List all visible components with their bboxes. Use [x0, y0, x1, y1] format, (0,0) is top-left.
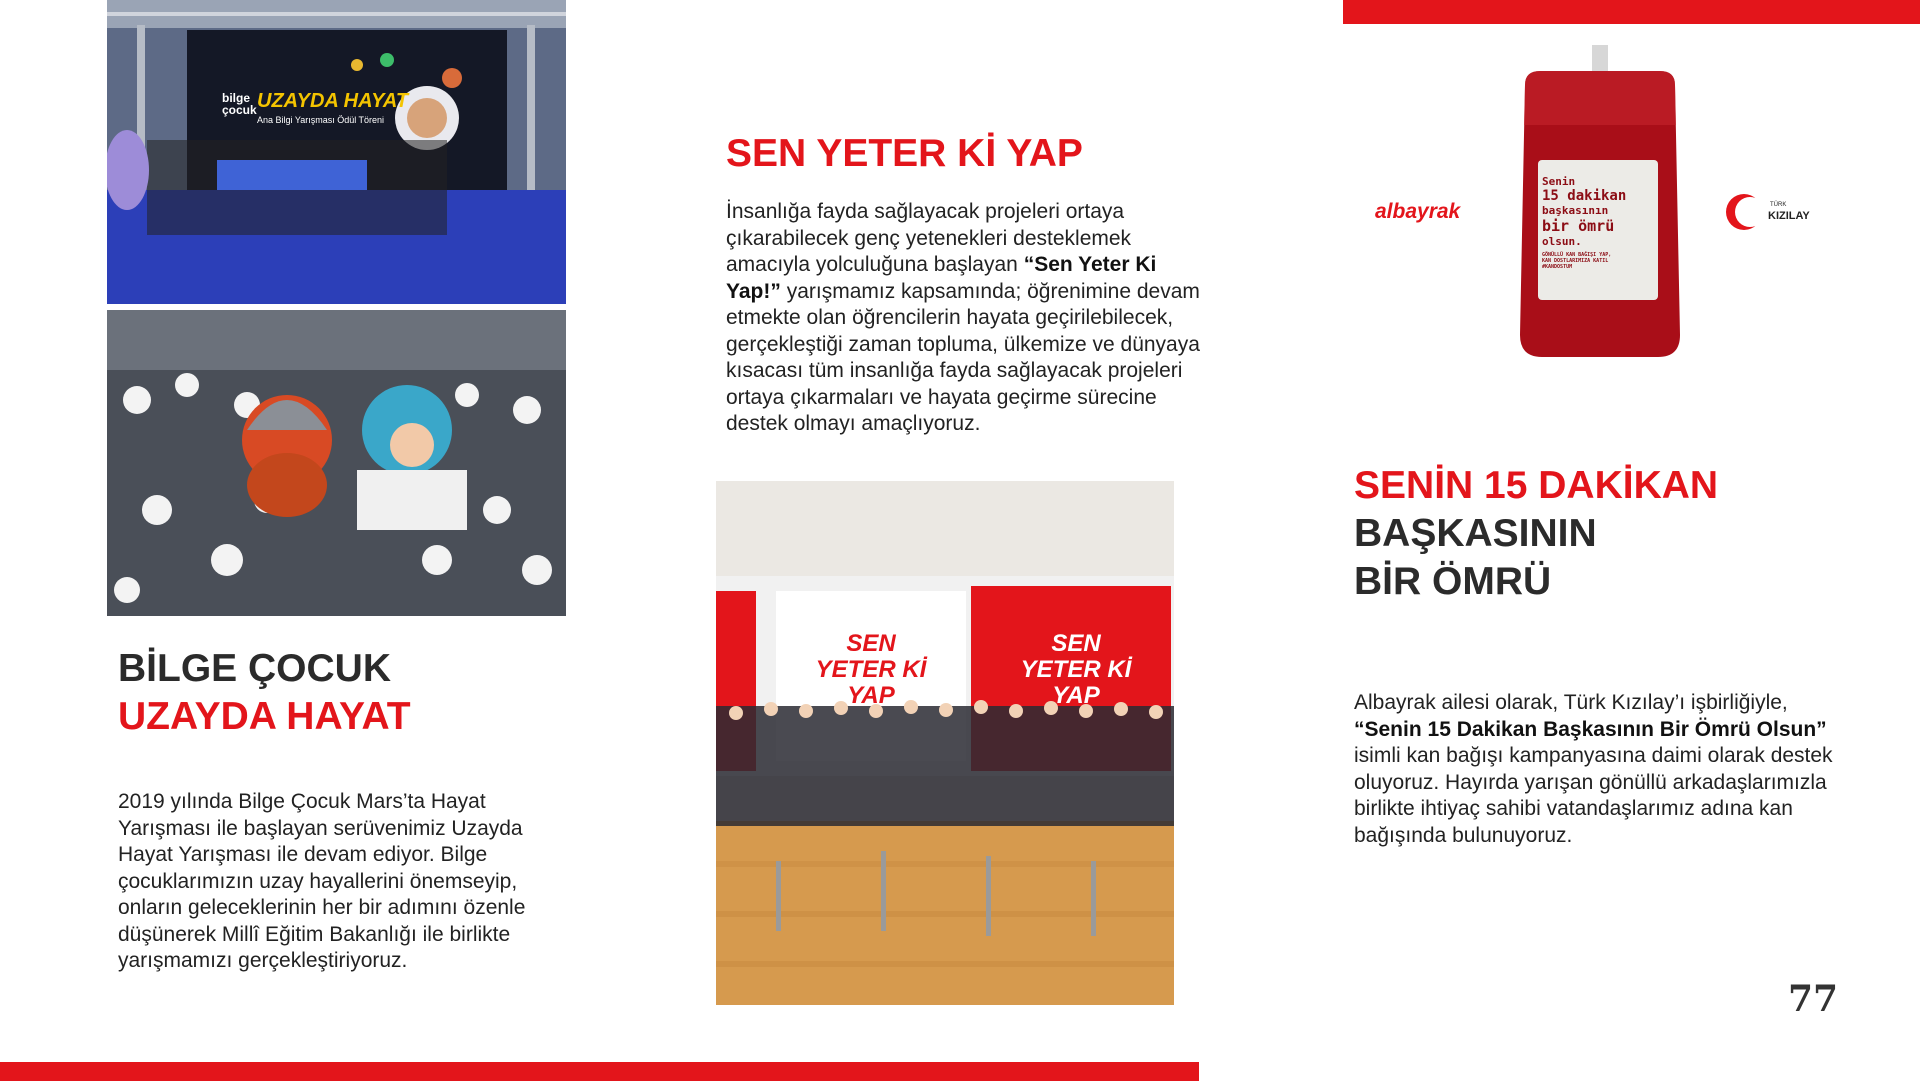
kizilay-body-text — [1354, 690, 1834, 849]
bag-label-line2: 15 dakikan — [1542, 188, 1627, 204]
bag-label-small2: KAN DOSTLARIMIZA KATIL — [1542, 258, 1609, 264]
bag-label-line4: bir ömrü — [1542, 217, 1615, 235]
kizilay-heading-line2: BAŞKASININ — [1354, 512, 1597, 555]
mascot-crowd-photo — [107, 310, 566, 616]
kizilay-heading-line3: BİR ÖMRÜ — [1354, 560, 1552, 603]
sen-yeter-heading: SEN YETER Kİ YAP — [726, 132, 1083, 175]
kizilay-heading-line1: SENİN 15 DAKİKAN — [1354, 464, 1719, 507]
uzayda-hayat-screen-subtitle: Ana Bilgi Yarışması Ödül Töreni — [257, 115, 385, 125]
kizilay-logo — [1722, 190, 1818, 234]
sen-yeter-body-bold: “Sen Yeter Ki Yap!” — [726, 253, 1157, 303]
blood-bag-image — [1500, 45, 1700, 363]
bag-label-small3: #KANDOSTUM — [1542, 264, 1573, 270]
bag-label-small1: GÖNÜLLÜ KAN BAĞIŞI YAP, — [1542, 252, 1612, 258]
bottom-accent-bar — [0, 1062, 1199, 1081]
sen-yeter-body-part1: İnsanlığa fayda sağlayacak projeleri ortaya çıkarabilecek genç yetenekleri desteklemek amacıyla yolculuğuna başlayan — [726, 200, 1132, 276]
bag-label — [1542, 175, 1654, 270]
bilge-body-text: 2019 yılında Bilge Çocuk Mars’ta Hayat Yarışması ile başlayan serüvenimiz Uzayda Hayat Yarışması ile devam ediyor. Bilge çocuklarımızın uzay hayallerini önemseyip, onların geleceklerinin her bir adımını özenle düşünerek Millî Eğitim Bakanlığı ile birlikte yarışmamızı gerçekleştiriyoruz. — [118, 790, 526, 972]
kizilay-logo-text: KIZILAY — [1768, 210, 1810, 222]
albayrak-logo: albayrak — [1375, 200, 1461, 223]
sen-yeter-logo-left: SEN YETER Kİ YAP — [815, 630, 927, 709]
kizilay-body-bold: “Senin 15 Dakikan Başkasının Bir Ömrü Olsun” — [1354, 717, 1827, 741]
sen-yeter-body-part2: yarışmamız kapsamında; öğrenimine devam etmekte olan öğrencilerin hayata geçirilebilecek, gerçekleştiği zaman topluma, ülkemize ve dünyaya kısacası tüm insanlığa fayda sağlayacak projeleri ortaya çıkarmaları ve hayata geçirme sürecine destek olmayı amaçlıyoruz. — [726, 279, 1200, 435]
bilge-heading-line1: BİLGE ÇOCUK — [118, 647, 391, 690]
brand-line2: çocuk — [222, 103, 257, 117]
brand-line1: bilge — [222, 91, 251, 105]
sen-yeter-logo-right: SEN YETER Kİ YAP — [1020, 630, 1132, 709]
kizilay-body-part2: isimli kan bağışı kampanyasına daimi olarak destek oluyoruz. Hayırda yarışan gönüllü arkadaşlarımızla birlikte ihtiyaç sahibi vatandaşlarımız adına kan bağışında bulunuyoruz. — [1354, 744, 1833, 847]
uzayda-hayat-ceremony-photo — [107, 0, 566, 304]
bag-label-line3: başkasının — [1542, 204, 1609, 217]
top-accent-bar — [1343, 0, 1920, 24]
crescent-icon — [1722, 190, 1766, 234]
bilge-cocuk-brand — [222, 92, 257, 116]
sen-yeter-body-text — [726, 199, 1201, 438]
sen-yeter-group-photo — [716, 481, 1174, 1005]
bilge-heading-line2: UZAYDA HAYAT — [118, 695, 411, 738]
bag-label-line5: olsun. — [1542, 235, 1582, 248]
kizilay-logo-small: TÜRK — [1770, 202, 1787, 208]
kizilay-body-part1: Albayrak ailesi olarak, Türk Kızılay’ı işbirliğiyle, — [1354, 691, 1788, 714]
uzayda-hayat-screen-title: UZAYDA HAYAT — [257, 90, 409, 112]
page-number: 77 — [1788, 978, 1839, 1020]
bag-label-line1: Senin — [1542, 175, 1576, 188]
